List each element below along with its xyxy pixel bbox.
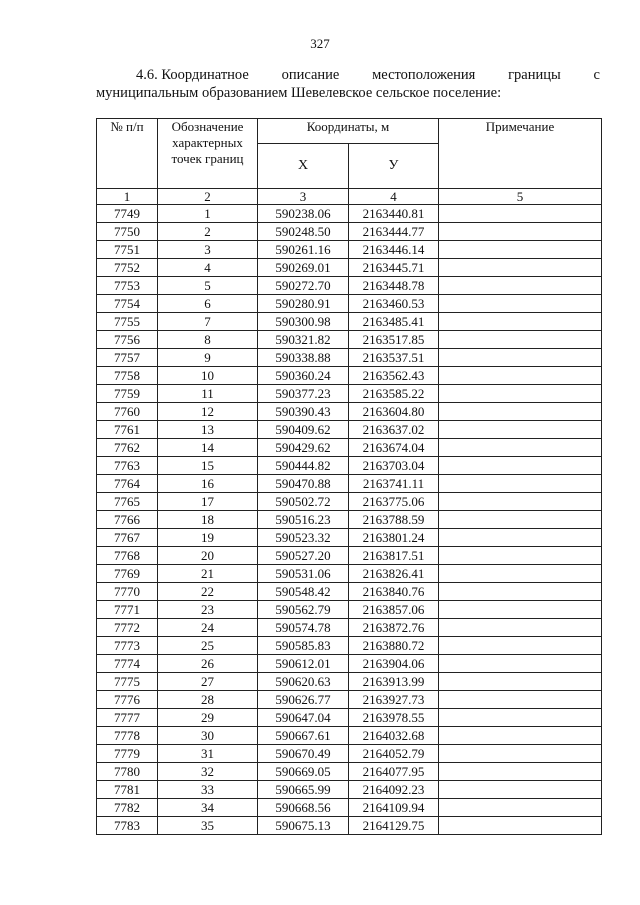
cell-row-number: 7769 — [97, 565, 158, 583]
section-heading — [96, 66, 600, 102]
cell-point-number: 21 — [158, 565, 258, 583]
cell-row-number: 7759 — [97, 385, 158, 403]
cell-y: 2163904.06 — [349, 655, 439, 673]
table-row — [97, 619, 602, 637]
header-row-number: № п/п — [97, 119, 158, 189]
cell-row-number: 7755 — [97, 313, 158, 331]
cell-y: 2164129.75 — [349, 817, 439, 835]
cell-x: 590390.43 — [258, 403, 349, 421]
heading-word: описание — [281, 67, 340, 83]
cell-x: 590248.50 — [258, 223, 349, 241]
cell-row-number: 7782 — [97, 799, 158, 817]
cell-note — [439, 709, 602, 727]
cell-note — [439, 241, 602, 259]
cell-row-number: 7766 — [97, 511, 158, 529]
cell-row-number: 7754 — [97, 295, 158, 313]
table-body — [97, 205, 602, 835]
heading-word: границы — [508, 67, 561, 83]
cell-point-number: 24 — [158, 619, 258, 637]
cell-note — [439, 205, 602, 223]
cell-x: 590321.82 — [258, 331, 349, 349]
cell-point-number: 11 — [158, 385, 258, 403]
cell-point-number: 14 — [158, 439, 258, 457]
cell-point-number: 19 — [158, 529, 258, 547]
cell-row-number: 7770 — [97, 583, 158, 601]
cell-note — [439, 259, 602, 277]
table-row — [97, 709, 602, 727]
cell-point-number: 12 — [158, 403, 258, 421]
cell-row-number: 7757 — [97, 349, 158, 367]
cell-note — [439, 655, 602, 673]
cell-note — [439, 439, 602, 457]
cell-y: 2163585.22 — [349, 385, 439, 403]
table-row — [97, 583, 602, 601]
cell-y: 2163872.76 — [349, 619, 439, 637]
heading-word: местоположения — [372, 67, 476, 83]
cell-x: 590675.13 — [258, 817, 349, 835]
cell-row-number: 7758 — [97, 367, 158, 385]
cell-point-number: 34 — [158, 799, 258, 817]
cell-row-number: 7756 — [97, 331, 158, 349]
cell-point-number: 13 — [158, 421, 258, 439]
cell-note — [439, 421, 602, 439]
cell-row-number: 7779 — [97, 745, 158, 763]
cell-x: 590502.72 — [258, 493, 349, 511]
cell-x: 590548.42 — [258, 583, 349, 601]
cell-x: 590531.06 — [258, 565, 349, 583]
cell-note — [439, 619, 602, 637]
header-x: X — [258, 144, 349, 189]
cell-y: 2163446.14 — [349, 241, 439, 259]
cell-x: 590280.91 — [258, 295, 349, 313]
coordinates-table — [96, 118, 602, 835]
cell-y: 2163537.51 — [349, 349, 439, 367]
cell-note — [439, 367, 602, 385]
cell-y: 2163978.55 — [349, 709, 439, 727]
cell-y: 2164092.23 — [349, 781, 439, 799]
cell-x: 590516.23 — [258, 511, 349, 529]
cell-y: 2164052.79 — [349, 745, 439, 763]
cell-x: 590668.56 — [258, 799, 349, 817]
cell-row-number: 7780 — [97, 763, 158, 781]
column-number: 3 — [258, 189, 349, 205]
cell-row-number: 7763 — [97, 457, 158, 475]
table-row — [97, 565, 602, 583]
table-row — [97, 781, 602, 799]
cell-x: 590647.04 — [258, 709, 349, 727]
table-row — [97, 421, 602, 439]
cell-point-number: 23 — [158, 601, 258, 619]
cell-x: 590377.23 — [258, 385, 349, 403]
table-row — [97, 223, 602, 241]
cell-note — [439, 727, 602, 745]
cell-x: 590444.82 — [258, 457, 349, 475]
table-row — [97, 493, 602, 511]
cell-y: 2163817.51 — [349, 547, 439, 565]
cell-y: 2164077.95 — [349, 763, 439, 781]
cell-x: 590269.01 — [258, 259, 349, 277]
cell-y: 2163674.04 — [349, 439, 439, 457]
table-row — [97, 439, 602, 457]
cell-row-number: 7760 — [97, 403, 158, 421]
cell-point-number: 35 — [158, 817, 258, 835]
table-row — [97, 277, 602, 295]
cell-note — [439, 403, 602, 421]
table-row — [97, 637, 602, 655]
page-number: 327 — [310, 36, 330, 51]
cell-point-number: 7 — [158, 313, 258, 331]
heading-word: 4.6. Координатное — [136, 67, 249, 83]
cell-note — [439, 673, 602, 691]
cell-row-number: 7752 — [97, 259, 158, 277]
cell-x: 590338.88 — [258, 349, 349, 367]
cell-row-number: 7750 — [97, 223, 158, 241]
cell-point-number: 15 — [158, 457, 258, 475]
table-row — [97, 655, 602, 673]
cell-note — [439, 529, 602, 547]
table-row — [97, 349, 602, 367]
cell-note — [439, 817, 602, 835]
table-row — [97, 313, 602, 331]
table-row — [97, 259, 602, 277]
table-row — [97, 691, 602, 709]
cell-point-number: 27 — [158, 673, 258, 691]
cell-note — [439, 763, 602, 781]
cell-row-number: 7778 — [97, 727, 158, 745]
column-number: 4 — [349, 189, 439, 205]
cell-row-number: 7765 — [97, 493, 158, 511]
cell-point-number: 33 — [158, 781, 258, 799]
cell-y: 2163703.04 — [349, 457, 439, 475]
cell-row-number: 7774 — [97, 655, 158, 673]
cell-row-number: 7751 — [97, 241, 158, 259]
cell-point-number: 25 — [158, 637, 258, 655]
cell-note — [439, 799, 602, 817]
cell-row-number: 7783 — [97, 817, 158, 835]
cell-note — [439, 385, 602, 403]
cell-y: 2163775.06 — [349, 493, 439, 511]
cell-x: 590620.63 — [258, 673, 349, 691]
heading-line-2: муниципальным образованием Шевелевское сельское поселение: — [96, 85, 502, 101]
cell-note — [439, 493, 602, 511]
cell-point-number: 32 — [158, 763, 258, 781]
cell-y: 2163857.06 — [349, 601, 439, 619]
header-point-designation: Обозначение характерных точек границ — [158, 119, 258, 189]
cell-y: 2163604.80 — [349, 403, 439, 421]
cell-note — [439, 583, 602, 601]
table-row — [97, 799, 602, 817]
cell-x: 590360.24 — [258, 367, 349, 385]
cell-note — [439, 601, 602, 619]
cell-note — [439, 457, 602, 475]
column-number: 2 — [158, 189, 258, 205]
table-row — [97, 475, 602, 493]
cell-note — [439, 565, 602, 583]
table-row — [97, 817, 602, 835]
cell-x: 590527.20 — [258, 547, 349, 565]
cell-point-number: 29 — [158, 709, 258, 727]
cell-x: 590562.79 — [258, 601, 349, 619]
cell-point-number: 9 — [158, 349, 258, 367]
table-row — [97, 295, 602, 313]
header-note: Примечание — [439, 119, 602, 189]
cell-note — [439, 511, 602, 529]
cell-point-number: 22 — [158, 583, 258, 601]
cell-y: 2164032.68 — [349, 727, 439, 745]
table-row — [97, 673, 602, 691]
table-row — [97, 601, 602, 619]
cell-note — [439, 349, 602, 367]
column-numbers-row — [97, 189, 602, 205]
cell-note — [439, 313, 602, 331]
cell-y: 2163517.85 — [349, 331, 439, 349]
cell-x: 590626.77 — [258, 691, 349, 709]
cell-y: 2163741.11 — [349, 475, 439, 493]
cell-x: 590261.16 — [258, 241, 349, 259]
cell-note — [439, 691, 602, 709]
cell-row-number: 7771 — [97, 601, 158, 619]
cell-point-number: 5 — [158, 277, 258, 295]
cell-row-number: 7772 — [97, 619, 158, 637]
cell-note — [439, 637, 602, 655]
cell-point-number: 10 — [158, 367, 258, 385]
cell-note — [439, 745, 602, 763]
cell-row-number: 7773 — [97, 637, 158, 655]
header-y: У — [349, 144, 439, 189]
table-row — [97, 403, 602, 421]
cell-row-number: 7781 — [97, 781, 158, 799]
cell-x: 590272.70 — [258, 277, 349, 295]
cell-row-number: 7749 — [97, 205, 158, 223]
cell-y: 2164109.94 — [349, 799, 439, 817]
cell-point-number: 6 — [158, 295, 258, 313]
header-coordinates: Координаты, м — [258, 119, 439, 144]
cell-row-number: 7768 — [97, 547, 158, 565]
cell-row-number: 7762 — [97, 439, 158, 457]
cell-y: 2163880.72 — [349, 637, 439, 655]
cell-point-number: 28 — [158, 691, 258, 709]
table-row — [97, 241, 602, 259]
cell-note — [439, 781, 602, 799]
cell-x: 590409.62 — [258, 421, 349, 439]
table-row — [97, 205, 602, 223]
cell-y: 2163448.78 — [349, 277, 439, 295]
cell-row-number: 7775 — [97, 673, 158, 691]
cell-note — [439, 295, 602, 313]
heading-line-1 — [96, 66, 600, 84]
cell-point-number: 26 — [158, 655, 258, 673]
table-row — [97, 367, 602, 385]
cell-x: 590667.61 — [258, 727, 349, 745]
table-row — [97, 529, 602, 547]
cell-point-number: 31 — [158, 745, 258, 763]
cell-note — [439, 475, 602, 493]
cell-point-number: 3 — [158, 241, 258, 259]
cell-y: 2163445.71 — [349, 259, 439, 277]
cell-note — [439, 277, 602, 295]
cell-x: 590669.05 — [258, 763, 349, 781]
cell-point-number: 8 — [158, 331, 258, 349]
heading-word: с — [593, 67, 600, 83]
table-row — [97, 331, 602, 349]
cell-note — [439, 331, 602, 349]
cell-x: 590612.01 — [258, 655, 349, 673]
cell-x: 590670.49 — [258, 745, 349, 763]
cell-point-number: 16 — [158, 475, 258, 493]
column-number: 5 — [439, 189, 602, 205]
cell-row-number: 7753 — [97, 277, 158, 295]
cell-x: 590585.83 — [258, 637, 349, 655]
cell-point-number: 20 — [158, 547, 258, 565]
cell-point-number: 4 — [158, 259, 258, 277]
table-row — [97, 763, 602, 781]
table-row — [97, 547, 602, 565]
cell-y: 2163460.53 — [349, 295, 439, 313]
table-row — [97, 457, 602, 475]
cell-y: 2163913.99 — [349, 673, 439, 691]
cell-y: 2163440.81 — [349, 205, 439, 223]
cell-point-number: 17 — [158, 493, 258, 511]
cell-row-number: 7767 — [97, 529, 158, 547]
cell-y: 2163788.59 — [349, 511, 439, 529]
cell-row-number: 7776 — [97, 691, 158, 709]
cell-x: 590523.32 — [258, 529, 349, 547]
cell-point-number: 18 — [158, 511, 258, 529]
cell-y: 2163801.24 — [349, 529, 439, 547]
table-row — [97, 385, 602, 403]
table-row — [97, 727, 602, 745]
cell-x: 590238.06 — [258, 205, 349, 223]
cell-y: 2163637.02 — [349, 421, 439, 439]
cell-y: 2163840.76 — [349, 583, 439, 601]
cell-y: 2163485.41 — [349, 313, 439, 331]
cell-point-number: 30 — [158, 727, 258, 745]
cell-y: 2163444.77 — [349, 223, 439, 241]
cell-row-number: 7761 — [97, 421, 158, 439]
cell-point-number: 1 — [158, 205, 258, 223]
cell-x: 590470.88 — [258, 475, 349, 493]
cell-row-number: 7777 — [97, 709, 158, 727]
cell-x: 590300.98 — [258, 313, 349, 331]
cell-row-number: 7764 — [97, 475, 158, 493]
cell-point-number: 2 — [158, 223, 258, 241]
cell-y: 2163927.73 — [349, 691, 439, 709]
cell-x: 590429.62 — [258, 439, 349, 457]
cell-note — [439, 223, 602, 241]
cell-x: 590665.99 — [258, 781, 349, 799]
table-row — [97, 511, 602, 529]
cell-y: 2163562.43 — [349, 367, 439, 385]
cell-note — [439, 547, 602, 565]
column-number: 1 — [97, 189, 158, 205]
cell-x: 590574.78 — [258, 619, 349, 637]
table-row — [97, 745, 602, 763]
cell-y: 2163826.41 — [349, 565, 439, 583]
